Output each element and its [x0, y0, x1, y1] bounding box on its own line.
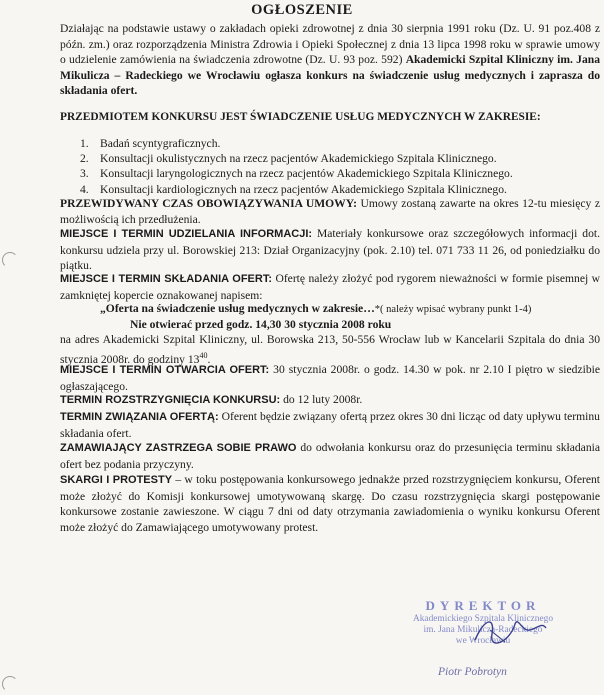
binding-text: Oferent będzie związany ofertą przez okres 30 dni licząc od daty upływu terminu składania ofert. — [60, 410, 600, 440]
list-item: 4. Konsultacji kardiologicznych na rzecz pacjentów Akademickiego Szpitala Klinicznego. — [80, 182, 507, 196]
term-section — [60, 196, 600, 227]
envelope-bold-text: „Oferta na świadczenie usług medycznych w zakresie… — [100, 302, 375, 315]
opening-label: MIEJSCE I TERMIN OTWARCIA OFERT: — [60, 364, 270, 376]
resolution-section — [60, 392, 600, 409]
complaints-label: SKARGI I PROTESTY — [60, 474, 173, 486]
opening-section — [60, 362, 600, 394]
punch-hole-mark — [2, 676, 18, 692]
submit-label: MIEJSCE I TERMIN SKŁADANIA OFERT: — [60, 273, 272, 285]
stamp-line: Akademickiego Szpitala Klinicznego — [412, 614, 554, 624]
envelope-label — [100, 301, 600, 318]
address-text: na adres Akademicki Szpital Kliniczny, ul. Borowska 213, 50-556 Wrocław lub w Kancelarii Szpitala do dnia 30 stycznia 2008r. do godziny 13 — [60, 333, 600, 366]
envelope-note: *( należy wpisać wybrany punkt 1-4) — [374, 304, 532, 315]
binding-label: TERMIN ZWIĄZANIA OFERTĄ: — [60, 411, 219, 423]
reserve-section — [60, 440, 600, 472]
info-label: MIEJSCE I TERMIN UDZIELANIA INFORMACJI: — [60, 228, 313, 240]
intro-text: Działając na podstawie ustawy o zakładach opieki zdrowotnej z dnia 30 sierpnia 1991 roku (Dz. U. 91 poz.408 z późn. zm.) oraz rozporządzenia Ministra Zdrowia i Opieki Społecznej z dnia 13 lipca 1998 roku w sprawie umowy o udzielenie zamówienia na świadczenia zdrowotne (Dz. U. 93 poz. 592) — [60, 22, 600, 67]
list-item: 1. Badań scyntygraficznych. — [80, 137, 221, 150]
stamp-title: DYREKTOR — [425, 598, 541, 613]
info-section — [60, 226, 600, 274]
opening-text: 30 stycznia 2008r. o godz. 14.30 w pok. nr 2.10 I piętro w siedzibie ogłaszającego. — [60, 363, 600, 393]
stamp-name: Piotr Pobrotyn — [438, 666, 507, 678]
submit-section — [60, 271, 600, 303]
complaints-text: – w toku postępowania konkursowego jednakże przed rozstrzygnięciem konkursu, Oferent może złożyć do Komisji konkursowej umotywowaną skargę. Do czasu rozstrzygnięcia skargi postępowanie konkursowe zostanie zawieszone. W ciągu 7 dni od daty otrzymania zawiadomienia o wyniku konkursu Oferent może złożyć do Zamawiającego umotywowany protest. — [60, 473, 600, 534]
intro-bold-text: Akademicki Szpital Kliniczny im. Jana Mikulicza – Radeckiego we Wrocławiu ogłasza konkurs na świadczenie usług medycznych i zaprasza do składania ofert. — [60, 53, 600, 98]
punch-hole-mark — [2, 252, 18, 268]
submit-text: Ofertę należy złożyć pod rygorem nieważności w formie pisemnej w zamkniętej kopercie oznakowanej napisem: — [60, 272, 600, 302]
envelope-deadline: Nie otwierać przed godz. 14,30 30 stycznia 2008 roku — [130, 318, 392, 331]
hour-superscript: 40 — [199, 350, 208, 360]
term-text: Umowy zostaną zawarte na okres 12-tu miesięcy z możliwością ich przedłużenia. — [60, 197, 600, 226]
binding-section — [60, 409, 600, 441]
address-section: na adres Akademicki Szpital Kliniczny, ul. Borowska 213, 50-556 Wrocław lub w Kancelarii Szpitala do dnia 30 stycznia 2008r. do godziny $13^{40}$. — [60, 333, 600, 366]
stamp-line: we Wrocławiu — [455, 636, 511, 646]
resolution-text: do 12 luty 2008r. — [280, 393, 363, 406]
reserve-label: ZAMAWIAJĄCY ZASTRZEGA SOBIE PRAWO — [60, 442, 297, 454]
info-text: Materiały konkursowe oraz szczegółowych informacji dot. konkursu udziela przy ul. Borowskiej 213: Dział Organizacyjny (pok. 2.10) tel. 071 733 11 26, od poniedziałku do piątku. — [60, 227, 600, 273]
term-label: PRZEWIDYWANY CZAS OBOWIĄZYWANIA UMOWY: — [60, 197, 357, 210]
subject-list — [80, 136, 600, 197]
subject-heading: PRZEDMIOTEM KONKURSU JEST ŚWIADCZENIE USŁUG MEDYCZNYCH W ZAKRESIE: — [60, 111, 541, 123]
list-item: 3. Konsultacji laryngologicznych na rzecz pacjentów Akademickiego Szpitala Klinicznego. — [80, 167, 513, 181]
resolution-label: TERMIN ROZSTRZYGNIĘCIA KONKURSU: — [60, 394, 281, 406]
reserve-text: do odwołania konkursu oraz do przesunięcia terminu składania ofert bez podania przyczyny. — [60, 441, 600, 471]
page-title: OGŁOSZENIE — [251, 2, 353, 18]
handwritten-signature — [470, 612, 550, 652]
intro-paragraph — [60, 21, 600, 99]
complaints-section — [60, 472, 600, 535]
stamp-line: im. Jana Mikulicza-Radeckiego — [423, 625, 543, 635]
list-item: 2. Konsultacji okulistycznych na rzecz pacjentów Akademickiego Szpitala Klinicznego. — [80, 152, 497, 166]
